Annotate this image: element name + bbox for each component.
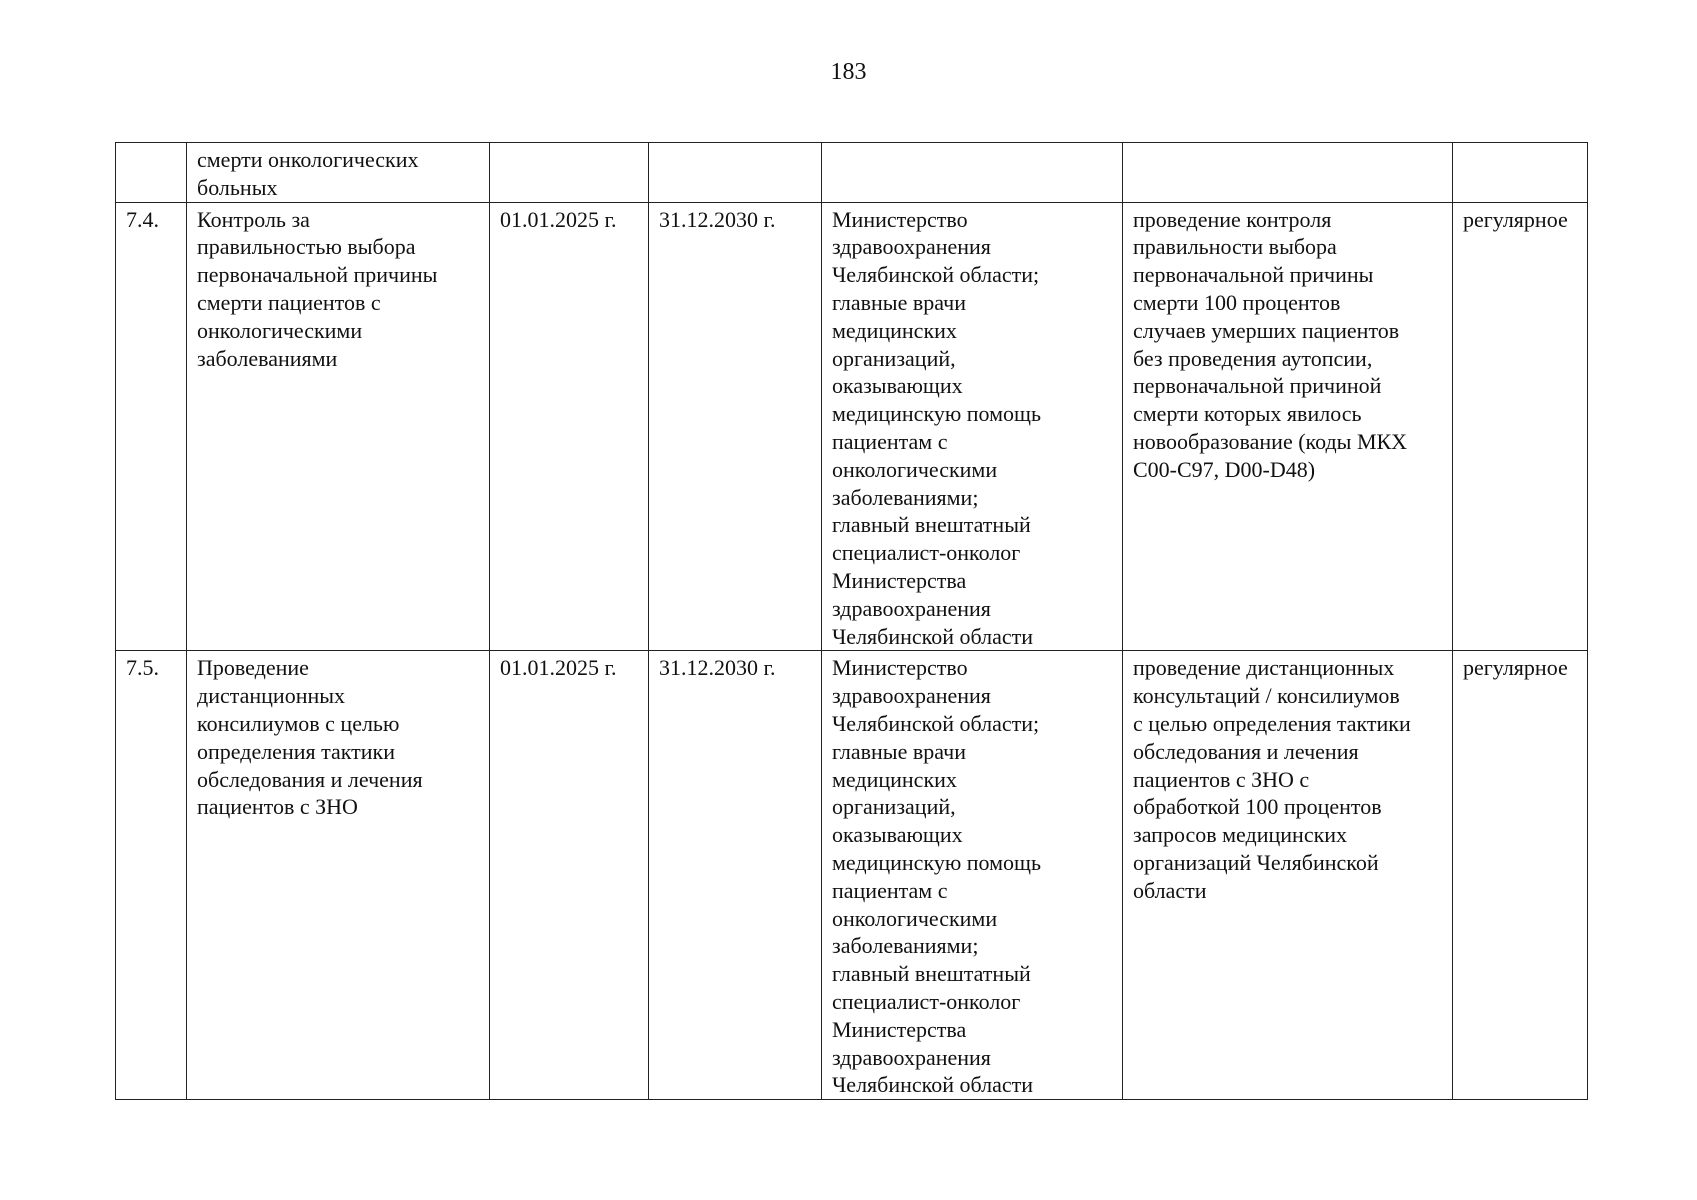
result-cell: проведение дистанционных консультаций / консилиумов с целью определения тактики обследования и лечения пациентов с ЗНО с обработкой 100 процентов запросов медицинских организаций Челябинской области [1123,651,1453,1100]
table-row [116,651,1588,1100]
row-number-cell: 7.4. [116,202,187,651]
result-cell: проведение контроля правильности выбора первоначальной причины смерти 100 процентов случаев умерших пациентов без проведения аутопсии, первоначальной причиной смерти которых явилось новообразование (коды МКХ C00-C97, D00-D48) [1123,202,1453,651]
responsible-cell: Министерство здравоохранения Челябинской области; главные врачи медицинских организаций, оказывающих медицинскую помощь пациентам с онкологическими заболеваниями; главный внештатный специалист-онколог Министерства здравоохранения Челябинской области [822,651,1123,1100]
start-date-cell: 01.01.2025 г. [490,202,649,651]
frequency-cell: регулярное [1453,651,1588,1100]
start-date-cell [490,143,649,203]
end-date-cell: 31.12.2030 г. [649,202,822,651]
measure-cell: Проведение дистанционных консилиумов с целью определения тактики обследования и лечения пациентов с ЗНО [187,651,490,1100]
measure-cell: Контроль за правильностью выбора первоначальной причины смерти пациентов с онкологическими заболеваниями [187,202,490,651]
page-number: 183 [830,59,867,85]
frequency-cell: регулярное [1453,202,1588,651]
measure-cell: смерти онкологических больных [187,143,490,203]
frequency-cell [1453,143,1588,203]
end-date-cell: 31.12.2030 г. [649,651,822,1100]
table-row [116,202,1588,651]
row-number-cell [116,143,187,203]
start-date-cell: 01.01.2025 г. [490,651,649,1100]
table-row [116,143,1588,203]
measures-table [115,142,1588,1100]
responsible-cell [822,143,1123,203]
end-date-cell [649,143,822,203]
responsible-cell: Министерство здравоохранения Челябинской области; главные врачи медицинских организаций, оказывающих медицинскую помощь пациентам с онкологическими заболеваниями; главный внештатный специалист-онколог Министерства здравоохранения Челябинской области [822,202,1123,651]
row-number-cell: 7.5. [116,651,187,1100]
result-cell [1123,143,1453,203]
